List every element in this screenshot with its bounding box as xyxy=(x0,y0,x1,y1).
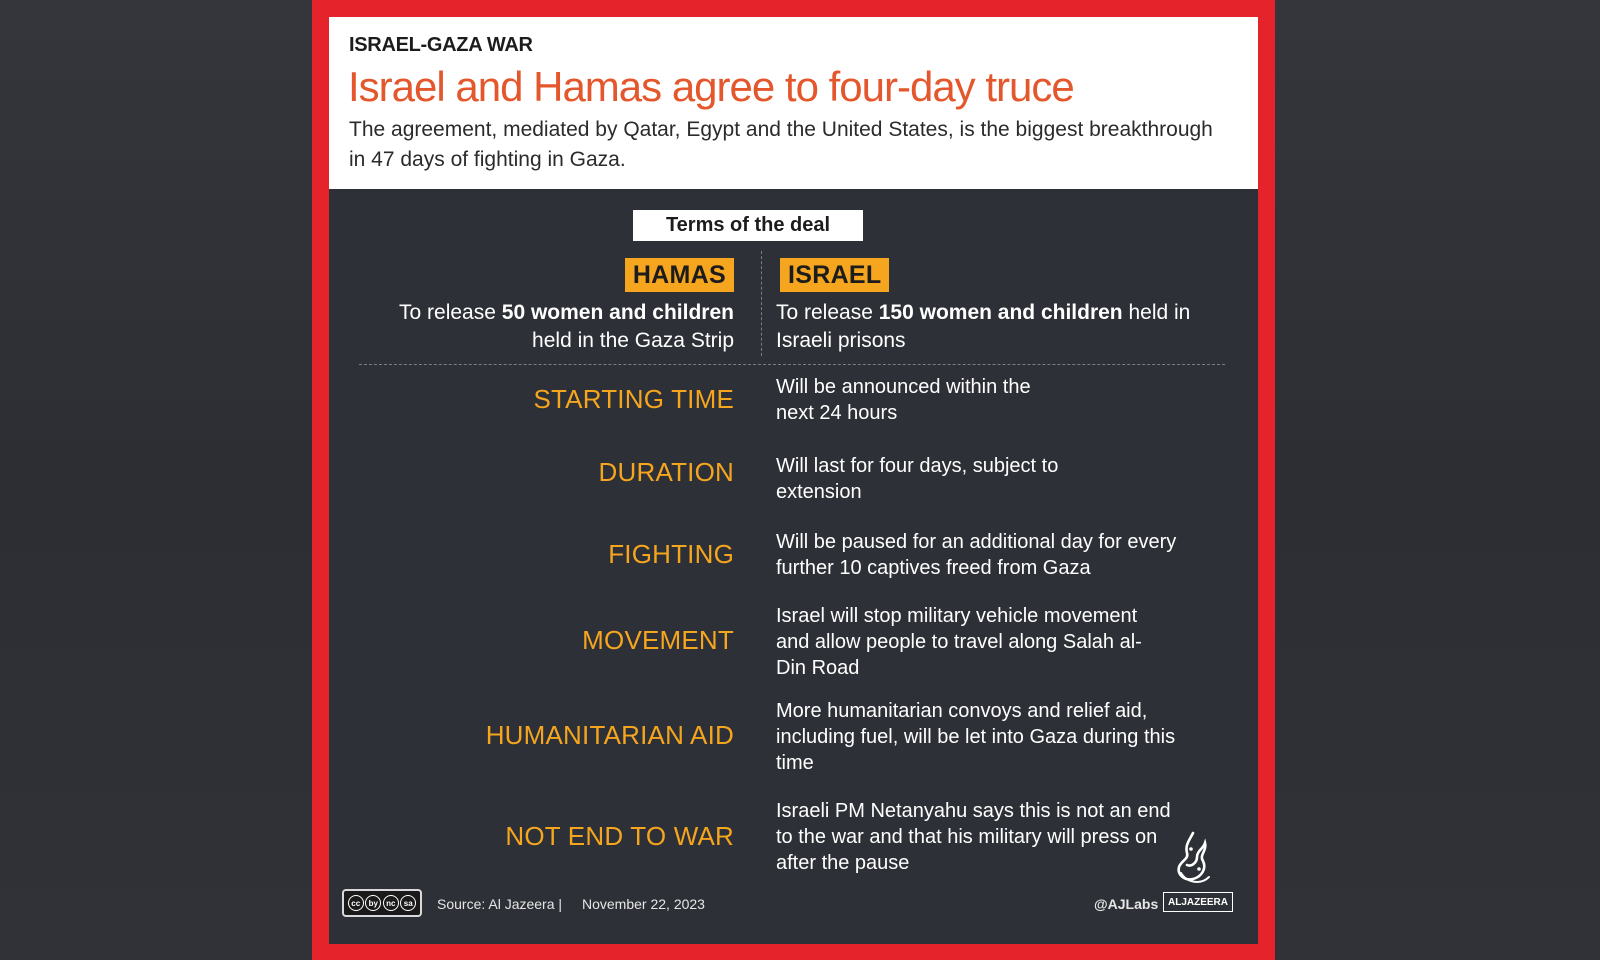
sa-icon: sa xyxy=(400,895,416,911)
israel-release-bold: 150 women and children xyxy=(878,301,1123,324)
hamas-release-pre: To release xyxy=(399,301,502,324)
cc-icon: cc xyxy=(348,895,364,911)
header xyxy=(329,17,1258,189)
vertical-divider xyxy=(761,251,762,356)
terms-panel xyxy=(329,189,1258,944)
nc-icon: nc xyxy=(383,895,399,911)
hamas-release xyxy=(394,299,734,355)
row-text-not-end-to-war: Israeli PM Netanyahu says this is not an end to the war and that his military will press on after the pause xyxy=(776,800,1171,874)
row-label-fighting: FIGHTING xyxy=(608,539,734,569)
row-text-fighting: Will be paused for an additional day for every further 10 captives freed from Gaza xyxy=(776,531,1177,579)
horizontal-divider xyxy=(359,364,1225,365)
israel-release-post: held in Israeli prisons xyxy=(776,301,1191,352)
publish-date: November 22, 2023 xyxy=(582,896,705,912)
row-text-humanitarian-aid: More humanitarian convoys and relief aid, including fuel, will be let into Gaza during this time xyxy=(776,700,1176,774)
row-label-starting-time: STARTING TIME xyxy=(533,384,734,414)
kicker: ISRAEL-GAZA WAR xyxy=(349,34,533,56)
aljazeera-logo: ALJAZEERA xyxy=(1163,892,1233,912)
background-right xyxy=(1275,0,1600,960)
row-label-humanitarian-aid: HUMANITARIAN AID xyxy=(485,720,734,750)
creative-commons-badge xyxy=(342,889,422,917)
aljazeera-calligraphy-icon xyxy=(1167,829,1217,889)
dek: The agreement, mediated by Qatar, Egypt and the United States, is the biggest breakthrough in 47 days of fighting in Gaza. xyxy=(349,118,1213,171)
headline: Israel and Hamas agree to four-day truce xyxy=(348,63,1074,110)
row-label-not-end-to-war: NOT END TO WAR xyxy=(505,821,734,851)
hamas-release-post: held in the Gaza Strip xyxy=(532,329,734,352)
ajlabs-handle: @AJLabs xyxy=(1094,896,1159,912)
footer xyxy=(329,886,1258,926)
background-left xyxy=(0,0,312,960)
deal-title: Terms of the deal xyxy=(633,210,863,241)
by-icon: by xyxy=(365,895,381,911)
hamas-tag: HAMAS xyxy=(625,258,734,292)
row-label-movement: MOVEMENT xyxy=(582,625,734,655)
row-text-movement: Israel will stop military vehicle movement and allow people to travel along Salah al-Din Road xyxy=(776,605,1142,679)
row-text-duration: Will last for four days, subject to extension xyxy=(776,455,1059,503)
row-label-duration: DURATION xyxy=(598,457,734,487)
israel-release xyxy=(776,299,1216,355)
row-text-starting-time: Will be announced within the next 24 hours xyxy=(776,376,1031,424)
source-credit: Source: Al Jazeera | xyxy=(437,896,563,912)
israel-tag: ISRAEL xyxy=(780,258,889,292)
hamas-release-bold: 50 women and children xyxy=(501,301,734,324)
israel-release-pre: To release xyxy=(776,301,879,324)
infographic-card xyxy=(312,0,1275,960)
